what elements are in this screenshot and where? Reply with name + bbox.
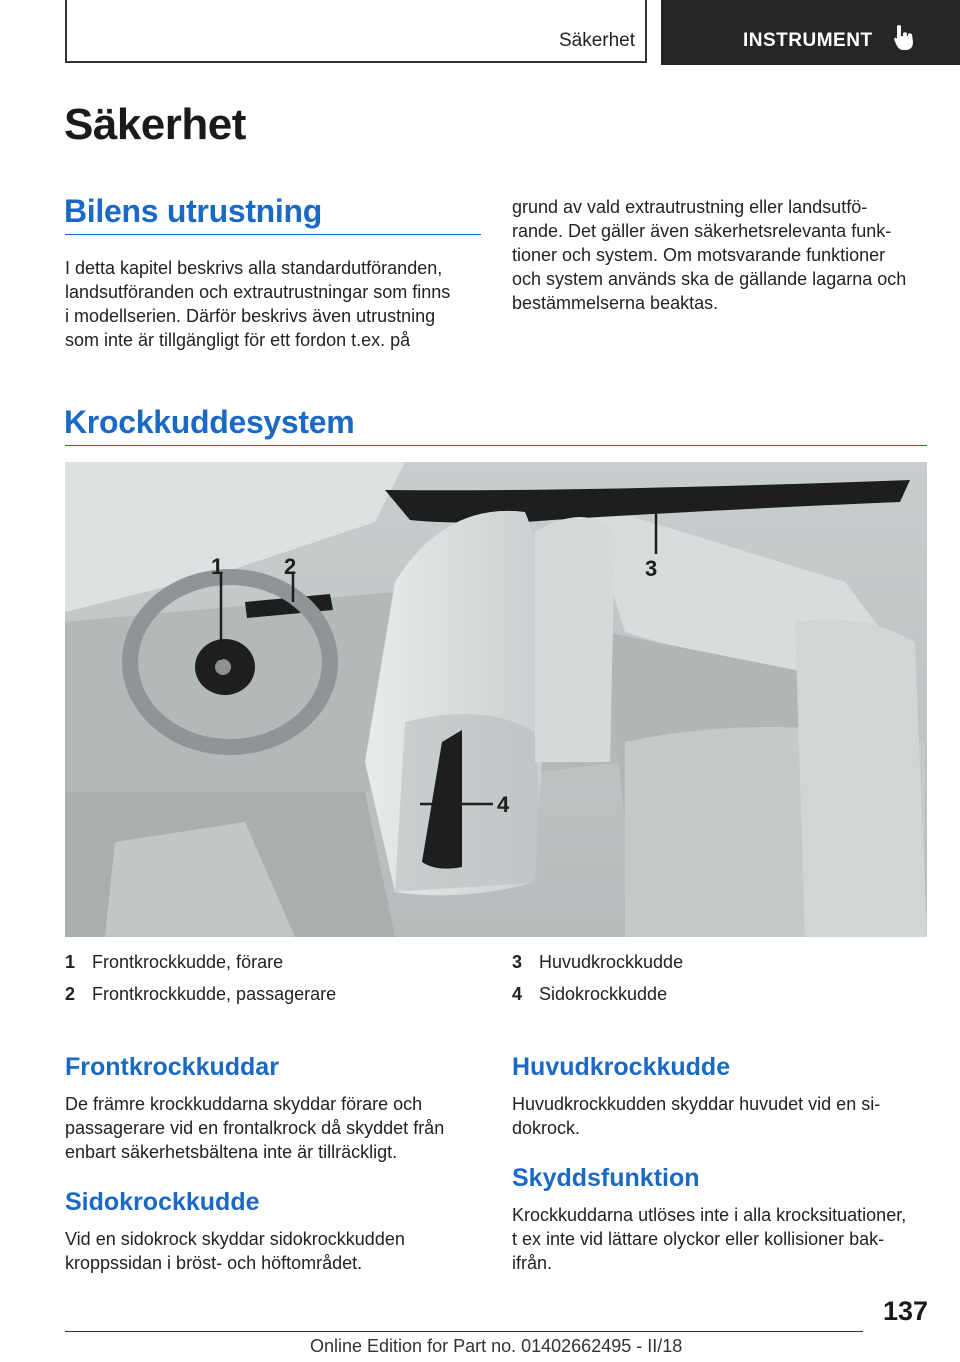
equipment-text-col1 [65,256,485,352]
protection-text [512,1203,937,1275]
text-line: kroppssidan i bröst- och höftområdet. [65,1253,363,1273]
text-line: Huvudkrockkudden skyddar huvudet vid en si- [512,1094,881,1114]
section-tab [65,0,647,63]
equipment-text-col2 [512,195,932,315]
text-line: i modellserien. Därför beskrivs även utrustning [65,306,436,326]
footer-rule [65,1331,863,1332]
text-line: som inte är tillgängligt för ett fordon t.ex. på [65,330,411,350]
text-line: tioner och system. Om motsvarande funktioner [512,245,886,265]
car-interior-drawing [65,462,927,937]
hand-pointer-icon [893,24,915,57]
side-airbag-text [65,1227,490,1275]
section-rule [65,234,481,235]
legend-item [512,952,683,973]
callout-2: 2 [284,554,297,579]
legend-number: 2 [65,984,76,1004]
legend-item [65,952,283,973]
text-line: och system används ska de gällande lagarna och [512,269,907,289]
text-line: landsutföranden och extrautrustningar som finns [65,282,451,302]
text-line: t ex inte vid lättare olyckor eller kollisioner bak- [512,1229,885,1249]
text-line: rande. Det gäller även säkerhetsrelevanta funk- [512,221,892,241]
chapter-tab-label: INSTRUMENT [743,30,873,51]
text-line: De främre krockkuddarna skyddar förare och [65,1094,423,1114]
legend-label: Sidokrockkudde [539,984,668,1004]
legend-label: Huvudkrockkudde [539,952,684,972]
text-line: enbart säkerhetsbältena inte är tillräckligt. [65,1142,398,1162]
front-airbags-text [65,1092,490,1164]
section-tab-label: Säkerhet [558,30,635,51]
section-heading-airbag-system: Krockkuddesystem [64,404,355,440]
legend-item [65,984,336,1005]
airbag-illustration [65,462,927,937]
legend-number: 1 [65,952,76,972]
text-line: bestämmelserna beaktas. [512,293,719,313]
text-line: ifrån. [512,1253,553,1273]
text-line: Krockkuddarna utlöses inte i alla krocksituationer, [512,1205,907,1225]
legend-item [512,984,667,1005]
text-line: I detta kapitel beskrivs alla standardutföranden, [65,258,443,278]
legend-number: 3 [512,952,523,972]
head-airbag-text [512,1092,937,1140]
callout-3: 3 [645,556,658,581]
section-rule [65,445,927,446]
text-line: Vid en sidokrock skyddar sidokrockkudden [65,1229,405,1249]
legend-label: Frontkrockkudde, förare [92,952,284,972]
page-number: 137 [882,1296,928,1326]
callout-1: 1 [211,554,224,579]
text-line: passagerare vid en frontalkrock då skyddet från [65,1118,445,1138]
subheading-head-airbag: Huvudkrockkudde [512,1053,731,1081]
legend-number: 4 [512,984,523,1004]
text-line: dokrock. [512,1118,581,1138]
chapter-tab [661,0,960,65]
subheading-side-airbag: Sidokrockkudde [65,1188,260,1216]
subheading-protection: Skyddsfunktion [512,1164,700,1192]
callout-4: 4 [497,792,510,817]
section-heading-equipment: Bilens utrustning [64,193,323,229]
subheading-front-airbags: Frontkrockkuddar [65,1053,279,1081]
page-title: Säkerhet [64,100,246,149]
legend-label: Frontkrockkudde, passagerare [92,984,337,1004]
text-line: grund av vald extrautrustning eller landsutfö- [512,197,868,217]
footer-edition: Online Edition for Part no. 01402662495 - II/18 [310,1336,683,1356]
